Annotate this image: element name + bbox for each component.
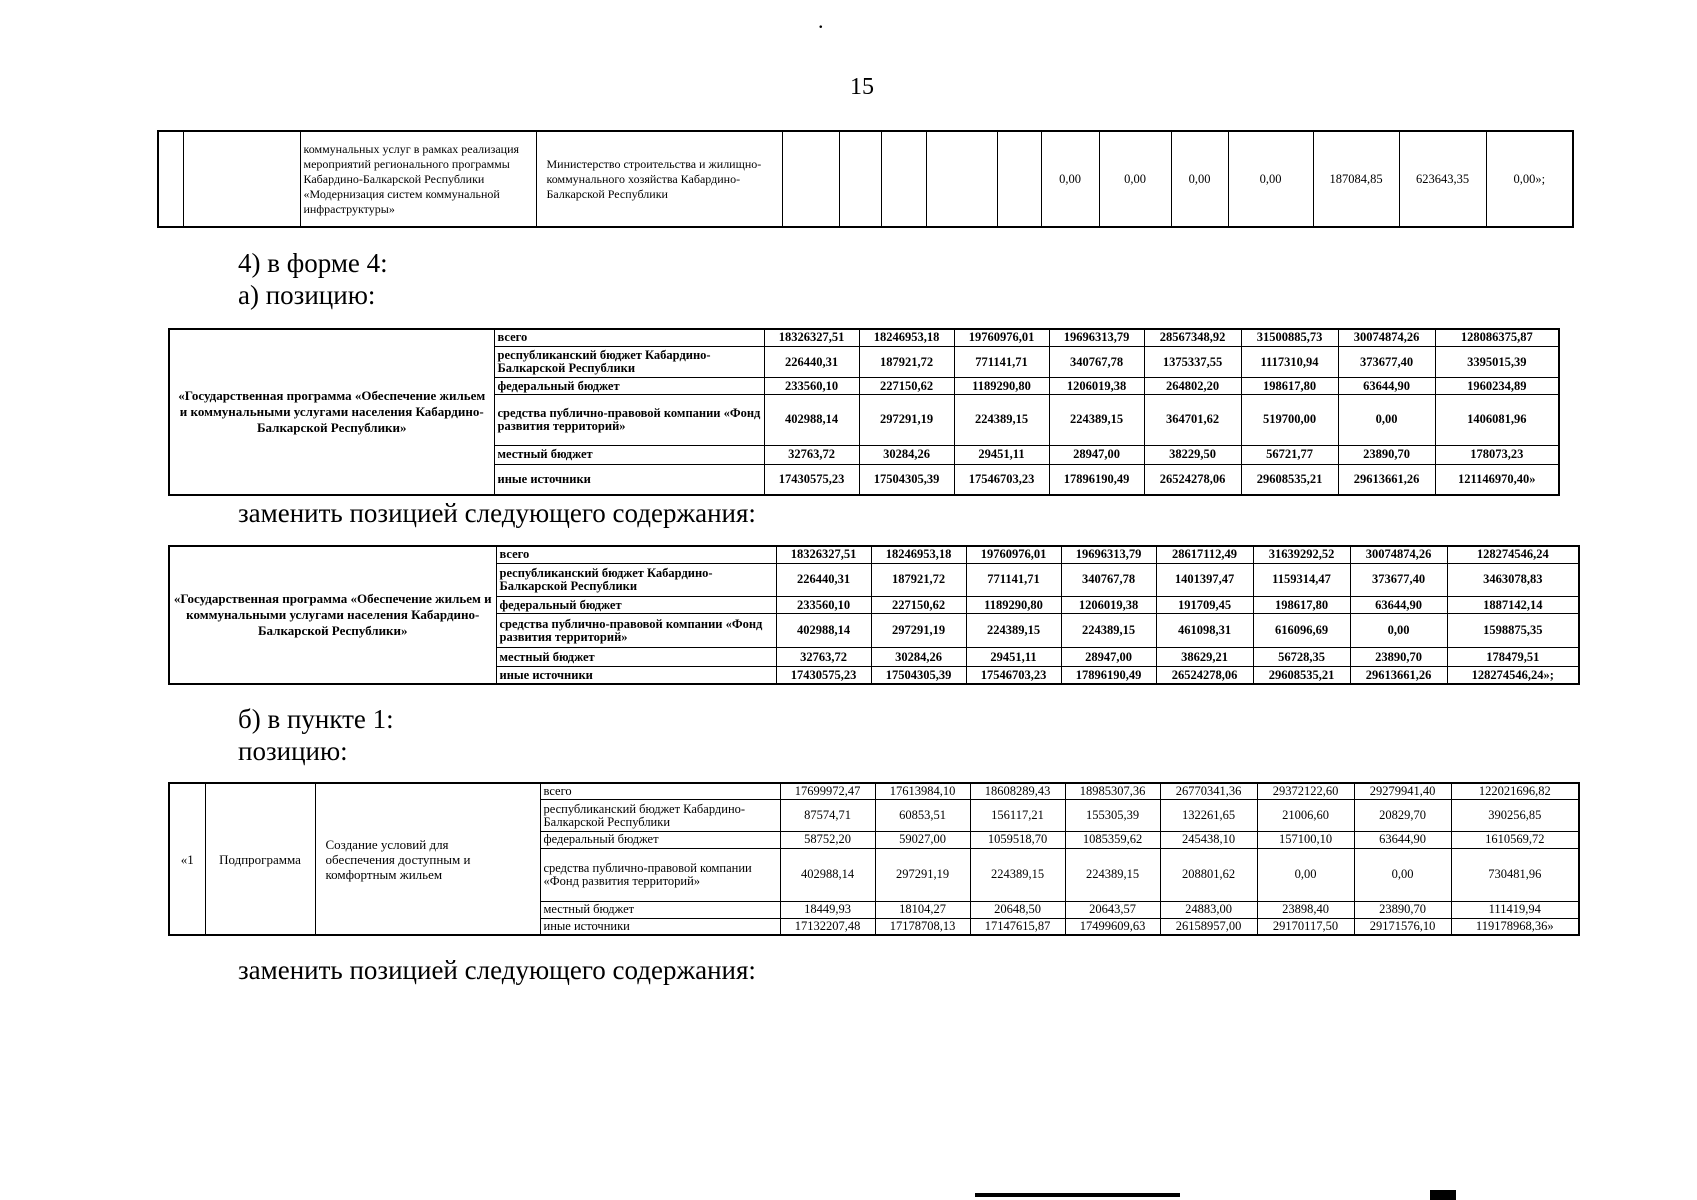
- program-name-cell: «Государственная программа «Обеспечение жильем и коммунальными услугами населения Кабардино-Балкарской Республики»: [169, 329, 494, 495]
- table-cell: [881, 131, 926, 227]
- value-cell: 0,00: [1338, 394, 1435, 445]
- section-4-title: 4) в форме 4:: [238, 248, 388, 278]
- value-cell: 178479,51: [1447, 647, 1579, 666]
- value-cell: 226440,31: [776, 563, 871, 596]
- value-cell: 297291,19: [871, 614, 966, 647]
- value-cell: 187084,85: [1313, 131, 1399, 227]
- value-cell: 29372122,60: [1257, 783, 1354, 800]
- value-cell: 60853,51: [875, 800, 970, 832]
- funding-source-label: всего: [494, 329, 764, 346]
- value-cell: 364701,62: [1144, 394, 1241, 445]
- value-cell: 461098,31: [1156, 614, 1253, 647]
- value-cell: 56728,35: [1253, 647, 1350, 666]
- value-cell: 19760976,01: [954, 329, 1049, 346]
- funding-source-label: иные источники: [494, 464, 764, 495]
- section-b-title: б) в пункте 1:: [238, 704, 394, 734]
- value-cell: 224389,15: [970, 848, 1065, 901]
- value-cell: 187921,72: [859, 346, 954, 378]
- funding-source-label: всего: [540, 783, 780, 800]
- value-cell: 17499609,63: [1065, 918, 1160, 935]
- table-cell: [183, 131, 300, 227]
- footer-rule: [975, 1193, 1180, 1197]
- value-cell: 373677,40: [1338, 346, 1435, 378]
- value-cell: 23890,70: [1350, 647, 1447, 666]
- value-cell: 29608535,21: [1241, 464, 1338, 495]
- value-cell: 17178708,13: [875, 918, 970, 935]
- value-cell: 0,00: [1257, 848, 1354, 901]
- value-cell: 29451,11: [966, 647, 1061, 666]
- funding-source-label: республиканский бюджет Кабардино- Балкарской Республики: [540, 800, 780, 832]
- value-cell: 1598875,35: [1447, 614, 1579, 647]
- value-cell: 132261,65: [1160, 800, 1257, 832]
- value-cell: 1189290,80: [966, 597, 1061, 614]
- value-cell: 224389,15: [966, 614, 1061, 647]
- value-cell: 191709,45: [1156, 597, 1253, 614]
- program-table-new: [168, 545, 1580, 685]
- value-cell: 1887142,14: [1447, 597, 1579, 614]
- table-cell: [782, 131, 839, 227]
- value-cell: 616096,69: [1253, 614, 1350, 647]
- value-cell: 519700,00: [1241, 394, 1338, 445]
- value-cell: 38629,21: [1156, 647, 1253, 666]
- value-cell: 730481,96: [1451, 848, 1579, 901]
- value-cell: 0,00: [1099, 131, 1171, 227]
- value-cell: 63644,90: [1350, 597, 1447, 614]
- value-cell: 17504305,39: [871, 667, 966, 684]
- page-number: 15: [850, 74, 874, 100]
- value-cell: 233560,10: [776, 597, 871, 614]
- value-cell: 1117310,94: [1241, 346, 1338, 378]
- value-cell: 23898,40: [1257, 901, 1354, 918]
- value-cell: 1610569,72: [1451, 832, 1579, 849]
- value-cell: 1375337,55: [1144, 346, 1241, 378]
- funding-source-label: средства публично-правовой компании «Фонд развития территорий»: [494, 394, 764, 445]
- value-cell: 0,00»;: [1486, 131, 1573, 227]
- funding-source-label: республиканский бюджет Кабардино-Балкарской Республики: [494, 346, 764, 378]
- table-cell: [839, 131, 881, 227]
- value-cell: 227150,62: [871, 597, 966, 614]
- replace-text-2: заменить позицией следующего содержания:: [238, 955, 756, 985]
- program-name-cell: «Государственная программа «Обеспечение жильем и коммунальными услугами населения Кабардино-Балкарской Республики»: [169, 546, 496, 684]
- value-cell: 17504305,39: [859, 464, 954, 495]
- value-cell: 111419,94: [1451, 901, 1579, 918]
- value-cell: 402988,14: [776, 614, 871, 647]
- value-cell: 29170117,50: [1257, 918, 1354, 935]
- table-cell: [997, 131, 1041, 227]
- value-cell: 187921,72: [871, 563, 966, 596]
- value-cell: 3395015,39: [1435, 346, 1559, 378]
- value-cell: 771141,71: [966, 563, 1061, 596]
- value-cell: 17896190,49: [1061, 667, 1156, 684]
- value-cell: 26524278,06: [1156, 667, 1253, 684]
- value-cell: 18985307,36: [1065, 783, 1160, 800]
- value-cell: 18608289,43: [970, 783, 1065, 800]
- value-cell: 17699972,47: [780, 783, 875, 800]
- value-cell: 63644,90: [1354, 832, 1451, 849]
- value-cell: 1401397,47: [1156, 563, 1253, 596]
- value-cell: 17896190,49: [1049, 464, 1144, 495]
- value-cell: 29613661,26: [1338, 464, 1435, 495]
- table-cell: [158, 131, 183, 227]
- value-cell: 297291,19: [875, 848, 970, 901]
- value-cell: 122021696,82: [1451, 783, 1579, 800]
- subprogram-name-cell: Создание условий для обеспечения доступным и комфортным жильем: [315, 783, 540, 935]
- value-cell: 17147615,87: [970, 918, 1065, 935]
- value-cell: 31639292,52: [1253, 546, 1350, 563]
- value-cell: 373677,40: [1350, 563, 1447, 596]
- value-cell: 17546703,23: [954, 464, 1049, 495]
- value-cell: 1406081,96: [1435, 394, 1559, 445]
- value-cell: 17613984,10: [875, 783, 970, 800]
- value-cell: 1960234,89: [1435, 378, 1559, 394]
- funding-source-label: иные источники: [496, 667, 776, 684]
- footer-mark: [1430, 1190, 1456, 1200]
- value-cell: 20648,50: [970, 901, 1065, 918]
- value-cell: 0,00: [1171, 131, 1228, 227]
- replace-text-1: заменить позицией следующего содержания:: [238, 498, 756, 528]
- value-cell: 18246953,18: [859, 329, 954, 346]
- value-cell: 198617,80: [1253, 597, 1350, 614]
- value-cell: 26158957,00: [1160, 918, 1257, 935]
- value-cell: 30074874,26: [1338, 329, 1435, 346]
- value-cell: 17430575,23: [776, 667, 871, 684]
- value-cell: 178073,23: [1435, 445, 1559, 464]
- funding-source-label: средства публично-правовой компании «Фонд развития территорий»: [540, 848, 780, 901]
- value-cell: 23890,70: [1338, 445, 1435, 464]
- value-cell: 157100,10: [1257, 832, 1354, 849]
- table-row: [158, 131, 1573, 227]
- value-cell: 29451,11: [954, 445, 1049, 464]
- value-cell: 26770341,36: [1160, 783, 1257, 800]
- value-cell: 245438,10: [1160, 832, 1257, 849]
- section-b-subtitle: позицию:: [238, 736, 348, 766]
- value-cell: 402988,14: [780, 848, 875, 901]
- table-row: [169, 546, 1579, 563]
- table-row: [169, 783, 1579, 800]
- value-cell: 17430575,23: [764, 464, 859, 495]
- value-cell: 31500885,73: [1241, 329, 1338, 346]
- subprogram-table-old: [168, 782, 1580, 936]
- value-cell: 233560,10: [764, 378, 859, 394]
- subprogram-table-body: [169, 783, 1579, 935]
- value-cell: 128274546,24»;: [1447, 667, 1579, 684]
- funding-source-label: иные источники: [540, 918, 780, 935]
- value-cell: 30284,26: [859, 445, 954, 464]
- value-cell: 28567348,92: [1144, 329, 1241, 346]
- value-cell: 26524278,06: [1144, 464, 1241, 495]
- program-table-body: [169, 329, 1559, 495]
- value-cell: 1059518,70: [970, 832, 1065, 849]
- value-cell: 1189290,80: [954, 378, 1049, 394]
- value-cell: 28947,00: [1061, 647, 1156, 666]
- value-cell: 19696313,79: [1061, 546, 1156, 563]
- funding-source-label: республиканский бюджет Кабардино-Балкарской Республики: [496, 563, 776, 596]
- value-cell: 0,00: [1041, 131, 1099, 227]
- value-cell: 21006,60: [1257, 800, 1354, 832]
- value-cell: 224389,15: [1061, 614, 1156, 647]
- value-cell: 0,00: [1228, 131, 1313, 227]
- value-cell: 20829,70: [1354, 800, 1451, 832]
- value-cell: 19696313,79: [1049, 329, 1144, 346]
- value-cell: 198617,80: [1241, 378, 1338, 394]
- value-cell: 3463078,83: [1447, 563, 1579, 596]
- value-cell: 30074874,26: [1350, 546, 1447, 563]
- funding-source-label: федеральный бюджет: [540, 832, 780, 849]
- value-cell: 402988,14: [764, 394, 859, 445]
- row-number-cell: «1: [169, 783, 205, 935]
- value-cell: 771141,71: [954, 346, 1049, 378]
- table-cell: [926, 131, 997, 227]
- value-cell: 29608535,21: [1253, 667, 1350, 684]
- value-cell: 18449,93: [780, 901, 875, 918]
- value-cell: 19760976,01: [966, 546, 1061, 563]
- value-cell: 87574,71: [780, 800, 875, 832]
- value-cell: 18326327,51: [764, 329, 859, 346]
- top-continuation-table: [157, 130, 1574, 228]
- value-cell: 224389,15: [1049, 394, 1144, 445]
- value-cell: 340767,78: [1049, 346, 1144, 378]
- funding-source-label: средства публично-правовой компании «Фонд развития территорий»: [496, 614, 776, 647]
- value-cell: 1159314,47: [1253, 563, 1350, 596]
- value-cell: 224389,15: [1065, 848, 1160, 901]
- value-cell: 1085359,62: [1065, 832, 1160, 849]
- section-4a-subtitle: а) позицию:: [238, 280, 376, 310]
- value-cell: 17132207,48: [780, 918, 875, 935]
- description-cell: коммунальных услуг в рамках реализация мероприятий регионального программы Кабардино-Балкарской Республики «Модернизация систем коммунальной инфраструктуры»: [300, 131, 536, 227]
- value-cell: 24883,00: [1160, 901, 1257, 918]
- value-cell: 28617112,49: [1156, 546, 1253, 563]
- value-cell: 29171576,10: [1354, 918, 1451, 935]
- funding-source-label: местный бюджет: [496, 647, 776, 666]
- value-cell: 30284,26: [871, 647, 966, 666]
- value-cell: 340767,78: [1061, 563, 1156, 596]
- value-cell: 227150,62: [859, 378, 954, 394]
- value-cell: 128274546,24: [1447, 546, 1579, 563]
- value-cell: 623643,35: [1399, 131, 1486, 227]
- funding-source-label: местный бюджет: [494, 445, 764, 464]
- value-cell: 59027,00: [875, 832, 970, 849]
- value-cell: 58752,20: [780, 832, 875, 849]
- value-cell: 23890,70: [1354, 901, 1451, 918]
- ministry-cell: Министерство строительства и жилищно-коммунального хозяйства Кабардино-Балкарской Республики: [536, 131, 782, 227]
- value-cell: 297291,19: [859, 394, 954, 445]
- value-cell: 32763,72: [776, 647, 871, 666]
- funding-source-label: федеральный бюджет: [496, 597, 776, 614]
- value-cell: 18246953,18: [871, 546, 966, 563]
- program-table-old: [168, 328, 1560, 496]
- table-row: [169, 329, 1559, 346]
- program-table-body: [169, 546, 1579, 684]
- value-cell: 224389,15: [954, 394, 1049, 445]
- funding-source-label: всего: [496, 546, 776, 563]
- value-cell: 63644,90: [1338, 378, 1435, 394]
- value-cell: 38229,50: [1144, 445, 1241, 464]
- value-cell: 226440,31: [764, 346, 859, 378]
- value-cell: 390256,85: [1451, 800, 1579, 832]
- value-cell: 18104,27: [875, 901, 970, 918]
- funding-source-label: местный бюджет: [540, 901, 780, 918]
- value-cell: 155305,39: [1065, 800, 1160, 832]
- value-cell: 156117,21: [970, 800, 1065, 832]
- value-cell: 1206019,38: [1061, 597, 1156, 614]
- page-dot: .: [818, 8, 824, 33]
- value-cell: 29613661,26: [1350, 667, 1447, 684]
- funding-source-label: федеральный бюджет: [494, 378, 764, 394]
- value-cell: 17546703,23: [966, 667, 1061, 684]
- value-cell: 18326327,51: [776, 546, 871, 563]
- value-cell: 0,00: [1354, 848, 1451, 901]
- subprogram-type-cell: Подпрограмма: [205, 783, 315, 935]
- value-cell: 119178968,36»: [1451, 918, 1579, 935]
- value-cell: 128086375,87: [1435, 329, 1559, 346]
- value-cell: 20643,57: [1065, 901, 1160, 918]
- value-cell: 208801,62: [1160, 848, 1257, 901]
- value-cell: 1206019,38: [1049, 378, 1144, 394]
- value-cell: 32763,72: [764, 445, 859, 464]
- value-cell: 28947,00: [1049, 445, 1144, 464]
- value-cell: 56721,77: [1241, 445, 1338, 464]
- value-cell: 29279941,40: [1354, 783, 1451, 800]
- value-cell: 121146970,40»: [1435, 464, 1559, 495]
- value-cell: 264802,20: [1144, 378, 1241, 394]
- value-cell: 0,00: [1350, 614, 1447, 647]
